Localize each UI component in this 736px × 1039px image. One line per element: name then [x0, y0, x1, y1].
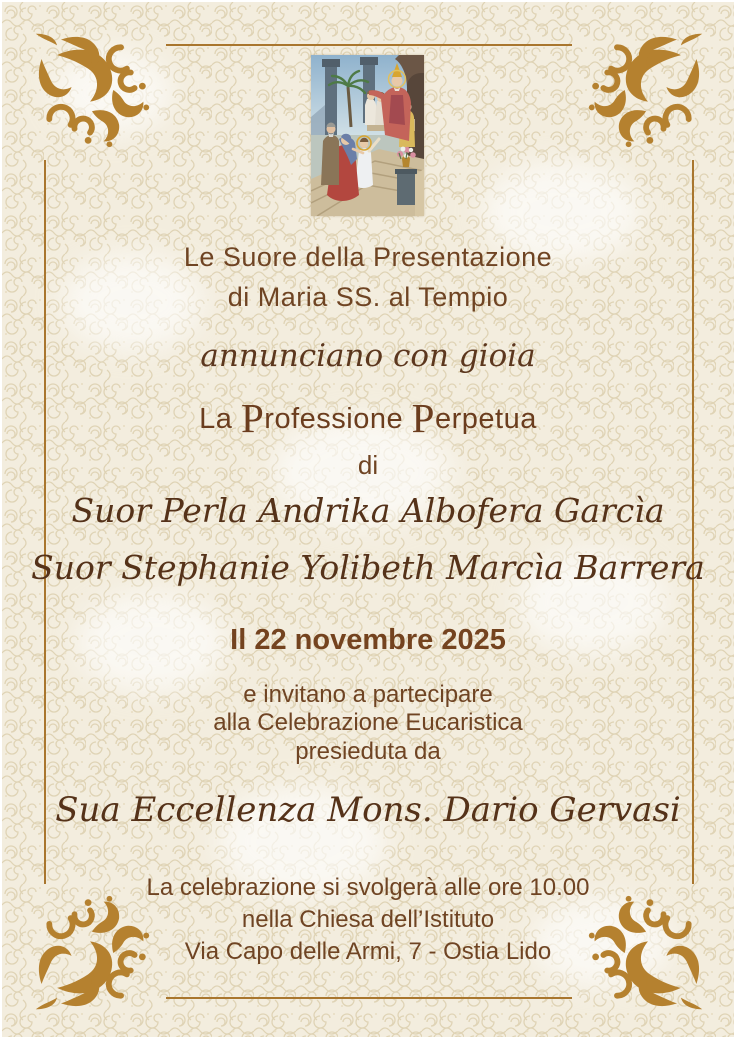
presentation-of-mary-painting: [311, 55, 424, 216]
frame-line-bottom: [166, 997, 572, 999]
org-name-line-1: Le Suore della Presentazione: [183, 242, 553, 272]
corner-flourish-icon: [584, 26, 710, 152]
invitation-card: [2, 2, 734, 1037]
sister-name-1: Suor Perla Andrika Albofera Garcìa: [71, 491, 665, 530]
sister-name-2: Suor Stephanie Yolibeth Marcìa Barrera: [31, 548, 705, 587]
announcement-line: annunciano con gioia: [200, 338, 536, 374]
frame-line-top: [166, 44, 572, 46]
event-title-initial: P: [411, 395, 435, 441]
celebrant-name: Sua Eccellenza Mons. Dario Gervasi: [55, 790, 681, 830]
preposition-di: di: [357, 450, 379, 480]
invite-line-3: presieduta da: [295, 738, 441, 765]
event-title: [2, 395, 734, 441]
org-name-line-2: di Maria SS. al Tempio: [227, 282, 509, 312]
detail-line-church: nella Chiesa dell’Istituto: [241, 906, 495, 933]
event-title-part: erpetua: [434, 403, 537, 435]
event-title-part: rofessione: [264, 403, 412, 435]
corner-flourish-icon: [28, 26, 154, 152]
event-date: Il 22 novembre 2025: [230, 624, 506, 656]
detail-line-address: Via Capo delle Armi, 7 - Ostia Lido: [184, 938, 552, 965]
invite-line-2: alla Celebrazione Eucaristica: [213, 709, 523, 736]
event-title-part: La: [199, 403, 241, 435]
event-title-initial: P: [240, 395, 265, 441]
detail-line-time: La celebrazione si svolgerà alle ore 10.00: [146, 874, 590, 901]
invite-line-1: e invitano a partecipare: [243, 681, 493, 708]
